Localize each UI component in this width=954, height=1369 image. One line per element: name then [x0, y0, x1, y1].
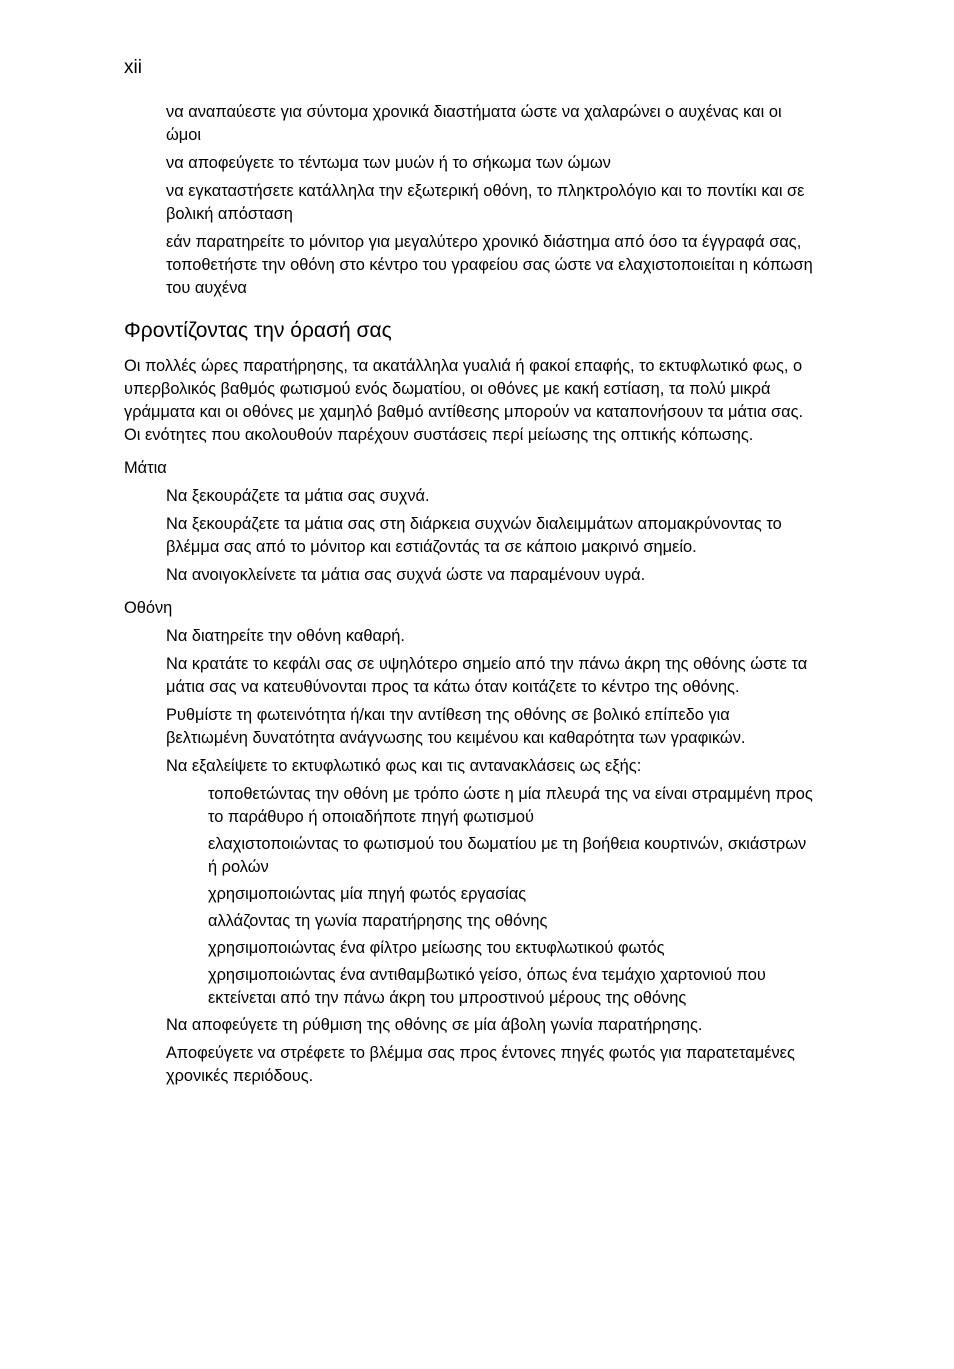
- section-heading: Φροντίζοντας την όρασή σας: [124, 319, 392, 342]
- section-paragraph: Οι πολλές ώρες παρατήρησης, τα ακατάλληλα γυαλιά ή φακοί επαφής, το εκτυφλωτικό φως, ο υπερβολικός βαθμός φωτισμού ενός δωματίου, οι οθόνες με κακή εστίαση, τα πολύ μικρά γράμματα και οι οθόνες με χαμηλό βαθμό αντίθεσης μπορούν να καταπονήσουν τα μάτια σας. Οι ενότητες που ακολουθούν παρέχουν συστάσεις περί μείωσης της οπτικής κόπωσης.: [124, 357, 804, 444]
- sub-list-item: τοποθετώντας την οθόνη με τρόπο ώστε η μία πλευρά της να είναι στραμμένη προς το παράθυρο ή οποιαδήποτε πηγή φωτισμού: [208, 785, 813, 826]
- page-number: xii: [124, 57, 142, 78]
- sub-list-item: χρησιμοποιώντας ένα αντιθαμβωτικό γείσο, όπως ένα τεμάχιο χαρτονιού που εκτείνεται από την πάνω άκρη του μπροστινού μέρους της οθόνης: [208, 966, 766, 1007]
- list-item: να αναπαύεστε για σύντομα χρονικά διαστήματα ώστε να χαλαρώνει ο αυχένας και οι ώμοι: [166, 103, 782, 144]
- sub-list-item: ελαχιστοποιώντας το φωτισμού του δωματίου με τη βοήθεια κουρτινών, σκιάστρων ή ρολών: [208, 835, 807, 876]
- list-item: να αποφεύγετε το τέντωμα των μυών ή το σήκωμα των ώμων: [166, 154, 611, 172]
- sub-list-item: χρησιμοποιώντας μία πηγή φωτός εργασίας: [208, 885, 527, 903]
- list-item: να εγκαταστήσετε κατάλληλα την εξωτερική οθόνη, το πληκτρολόγιο και το ποντίκι και σε βολική απόσταση: [166, 182, 805, 223]
- sub-list-item: αλλάζοντας τη γωνία παρατήρησης της οθόνης: [208, 912, 548, 930]
- list-item: Να ξεκουράζετε τα μάτια σας συχνά.: [166, 487, 430, 505]
- list-item: Να εξαλείψετε το εκτυφλωτικό φως και τις αντανακλάσεις ως εξής:: [166, 757, 642, 775]
- list-item: Να ξεκουράζετε τα μάτια σας στη διάρκεια συχνών διαλειμμάτων απομακρύνοντας το βλέμμα σας από το μόνιτορ και εστιάζοντάς τα σε κάποιο μακρινό σημείο.: [166, 515, 782, 556]
- list-item: Ρυθμίστε τη φωτεινότητα ή/και την αντίθεση της οθόνης σε βολικό επίπεδο για βελτιωμένη δυνατότητα ανάγνωσης του κειμένου και καθαρότητα των γραφικών.: [166, 706, 746, 747]
- list-item: Να κρατάτε το κεφάλι σας σε υψηλότερο σημείο από την πάνω άκρη της οθόνης ώστε τα μάτια σας να κατευθύνονται προς τα κάτω όταν κοιτάζετε το κέντρο της οθόνης.: [166, 655, 808, 696]
- sub-list-item: χρησιμοποιώντας ένα φίλτρο μείωσης του εκτυφλωτικού φωτός: [208, 939, 665, 957]
- list-item: Αποφεύγετε να στρέφετε το βλέμμα σας προς έντονες πηγές φωτός για παρατεταμένες χρονικές περιόδους.: [166, 1044, 795, 1085]
- page-content: [124, 101, 814, 1093]
- list-item: Να διατηρείτε την οθόνη καθαρή.: [166, 627, 405, 645]
- display-subheading: Οθόνη: [124, 599, 173, 617]
- eyes-subheading: Μάτια: [124, 459, 167, 477]
- list-item: Να ανοιγοκλείνετε τα μάτια σας συχνά ώστε να παραμένουν υγρά.: [166, 566, 646, 584]
- list-item: εάν παρατηρείτε το μόνιτορ για μεγαλύτερο χρονικό διάστημα από όσο τα έγγραφά σας, τοποθετήστε την οθόνη στο κέντρο του γραφείου σας ώστε να ελαχιστοποιείται η κόπωση του αυχένα: [166, 233, 813, 297]
- list-item: Να αποφεύγετε τη ρύθμιση της οθόνης σε μία άβολη γωνία παρατήρησης.: [166, 1016, 703, 1034]
